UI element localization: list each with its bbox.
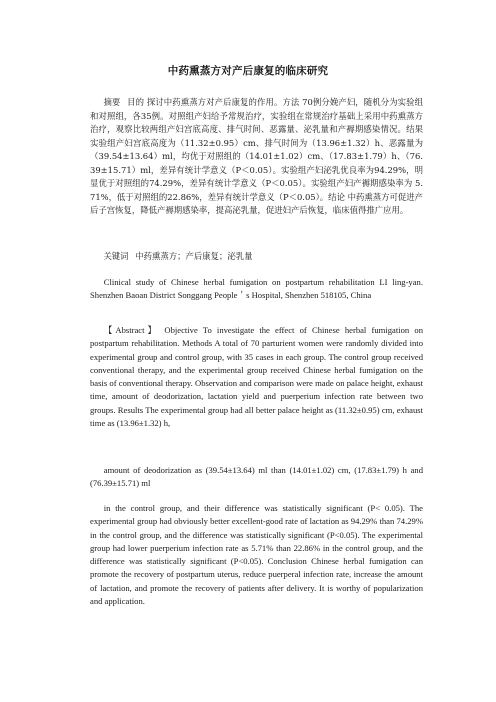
abstract-en-part-1: 【Abstract】 Objective To investigate the effect of Chinese herbal fumigation on postpartum rehabilitation. Methods A total of 70 parturient women were randomly divided into experimental group and control group, with 35 cases in each group. The control group received conventional therapy, and the experimental group received Chinese herbal fumigation on the basis of conventional therapy. Observation and comparison were made on palace height, exhaust time, amount of deodorization, lactation yield and puerperium infection rate between two groups. Results The experimental group had all better palace height as (11.32±0.95) cm, exhaust time as (13.96±1.32) h, [90,325,423,429]
abstract-en-part-2: amount of deodorization as (39.54±13.64) ml than (14.01±1.02) cm, (17.83±1.79) h and (76.39±15.71) ml [90,465,423,489]
abstract-en-part-3: in the control group, and their difference was statistically significant (P< 0.05). The experimental group had obviously better excellent-good rate of lactation as 94.29% than 74.29% in the control group, and the difference was statistically significant (P<0.05). The experimental group had lower puerperium infection rate as 5.71% than 22.86% in the control group, and the difference was statistically significant (P<0.05). Conclusion Chinese herbal fumigation can promote the recovery of postpartum uterus, reduce puerperal infection rate, increase the amount of lactation, and promote the recovery of patients after delivery. It is worthy of popularization and application. [90,503,423,607]
abstract-cn [90,96,423,218]
keywords-cn: 关键词 中药熏蒸方；产后康复；泌乳量 [103,251,253,261]
keyword-item: 泌乳量 [227,251,253,261]
keyword-item: 产后康复 [185,251,220,261]
abstract-cn-label: 摘要 [103,97,121,107]
abstract-cn-text: 目的 探讨中药熏蒸方对产后康复的作用。方法 70例分娩产妇，随机分为实验组和对照组，各35例。对照组产妇给予常规治疗，实验组在常规治疗基础上采用中药熏蒸方治疗，观察比较两组产妇宫底高度、排气时间、恶露量、泌乳量和产褥期感染情况。结果 实验组产妇宫底高度为（11.32±0.95）cm、排气时间为（13.96±1.32）h、恶露量为（39.54±13.64）ml，均优于对照组的（14.01±1.02）cm、（17.83±1.79）h、（76.39±15.71）ml，差异有统计学意义（P＜0.05）。实验组产妇泌乳优良率为94.29%，明显优于对照组的74.29%，差异有统计学意义（P＜0.05）。实验组产妇产褥期感染率为 5.71%，低于对照组的22.86%，差异有统计学意义（P＜0.05）。结论 中药熏蒸方可促进产后子宫恢复，降低产褥期感染率，提高泌乳量，促进妇产后恢复，临床值得推广应用。 [90,97,423,215]
paper-title: 中药熏蒸方对产后康复的临床研究 [167,65,329,77]
english-title-affiliation: Clinical study of Chinese herbal fumigation on postpartum rehabilitation LI ling-yan. Shenzhen Baoan District Songgang People＇s Hospital, Shenzhen 518105, China [90,277,423,301]
keyword-item: 中药熏蒸方 [135,251,178,261]
keywords-cn-label: 关键词 [103,251,129,261]
